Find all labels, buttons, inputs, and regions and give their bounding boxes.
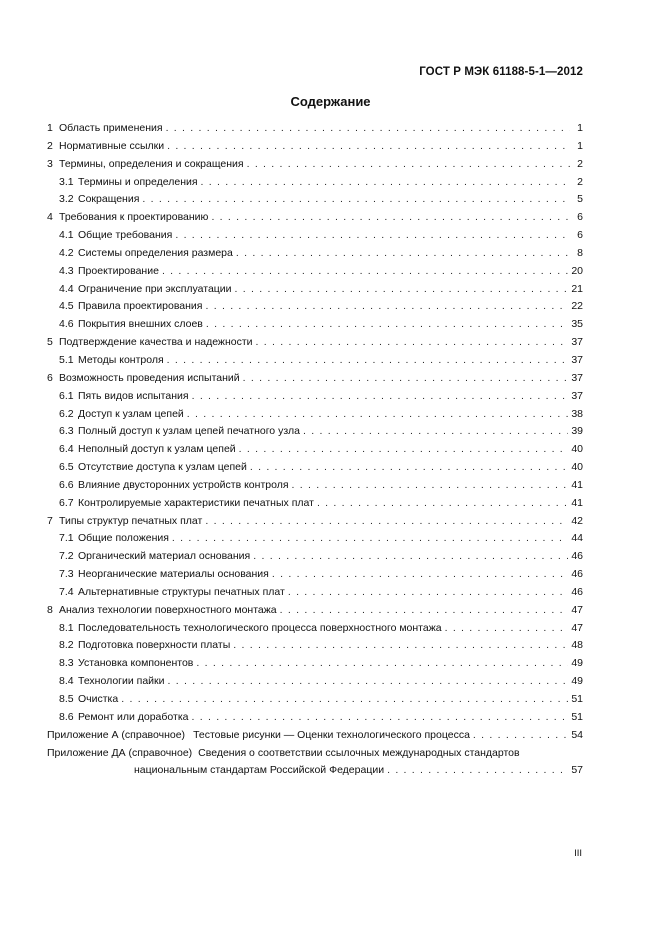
toc-entry[interactable] <box>47 459 583 477</box>
toc-leader-dots <box>292 477 569 495</box>
toc-leader-dots <box>192 388 569 406</box>
toc-entry-label: Анализ технологии поверхностного монтажа <box>59 603 277 616</box>
toc-entry-number: 6.3 <box>59 425 74 438</box>
toc-entry-label: Очистка <box>78 693 119 705</box>
toc-entry-page: 22 <box>571 300 583 313</box>
toc-leader-dots <box>235 281 569 299</box>
toc-entry-page: 46 <box>571 550 583 563</box>
toc-entry-label: Установка компонентов <box>78 657 194 670</box>
toc-leader-dots <box>253 548 568 566</box>
toc-entry-label: Сокращения <box>78 193 140 206</box>
toc-entry-label: Пять видов испытания <box>78 389 189 402</box>
toc-entry-label: Технологии пайки <box>78 675 165 688</box>
toc-entry-page: 40 <box>571 443 583 456</box>
toc-leader-dots <box>387 762 568 780</box>
toc-entry-label: Неполный доступ к узлам цепей <box>78 443 236 456</box>
toc-entry-number: 1 <box>47 122 53 134</box>
toc-entry-label: Контролируемые характеристики печатных плат <box>78 496 314 509</box>
toc-entry-page: 47 <box>571 621 583 634</box>
toc-entry-page: 46 <box>571 585 583 598</box>
toc-leader-dots <box>288 584 568 602</box>
toc-entry-page: 5 <box>577 193 583 206</box>
toc-entry-label: Общие требования <box>78 229 173 242</box>
toc-entry-number: 3.2 <box>59 193 74 206</box>
toc-leader-dots <box>167 352 569 370</box>
toc-entry-label: Альтернативные структуры печатных плат <box>78 585 285 598</box>
toc-entry-page: 48 <box>571 639 583 652</box>
toc-entry-page: 44 <box>571 532 583 545</box>
toc-entry[interactable] <box>47 691 583 709</box>
toc-entry-number: 7.4 <box>59 585 74 598</box>
page-number: III <box>574 848 582 859</box>
toc-entry-number: 6.6 <box>59 478 74 491</box>
toc-entry-label: Термины и определения <box>78 175 198 188</box>
toc-entry-label: Отсутствие доступа к узлам цепей <box>78 461 247 474</box>
table-of-contents <box>47 120 583 780</box>
toc-entry-appendix-head: Приложение А (справочное) <box>47 728 186 741</box>
toc-entry-page: 41 <box>571 496 583 509</box>
toc-entry-page: 37 <box>571 389 583 402</box>
toc-entry-page: 1 <box>577 139 583 152</box>
toc-entry-page: 37 <box>571 371 583 384</box>
toc-entry[interactable] <box>47 637 583 655</box>
toc-leader-dots <box>272 566 568 584</box>
toc-entry[interactable] <box>47 227 583 245</box>
toc-entry-number: 7.2 <box>59 550 74 563</box>
toc-entry-label: Влияние двусторонних устройств контроля <box>78 478 289 491</box>
toc-entry-number: 8.1 <box>59 621 74 634</box>
toc-entry[interactable] <box>47 673 583 691</box>
page-title: Содержание <box>290 94 371 109</box>
toc-leader-dots <box>162 263 568 281</box>
toc-entry-label: Доступ к узлам цепей <box>78 407 184 420</box>
toc-entry-page: 6 <box>577 211 583 224</box>
toc-leader-dots <box>205 298 568 316</box>
toc-entry[interactable] <box>47 352 583 370</box>
toc-entry-label: Проектирование <box>78 264 159 277</box>
toc-entry[interactable] <box>47 513 583 531</box>
toc-entry-number: 4.4 <box>59 282 74 295</box>
toc-leader-dots <box>247 156 570 174</box>
toc-entry[interactable] <box>47 566 583 584</box>
toc-entry[interactable] <box>47 388 583 406</box>
toc-entry-label: Возможность проведения испытаний <box>59 371 240 384</box>
toc-entry-page: 51 <box>571 710 583 723</box>
toc-entry-number: 6 <box>47 371 53 384</box>
toc-entry-page: 49 <box>571 657 583 670</box>
toc-entry-page: 2 <box>577 157 583 170</box>
toc-entry-number: 8.4 <box>59 675 74 688</box>
toc-leader-dots <box>250 459 568 477</box>
toc-entry[interactable] <box>47 530 583 548</box>
toc-leader-dots <box>236 245 570 263</box>
toc-leader-dots <box>473 727 568 745</box>
toc-entry-number: 4.6 <box>59 318 74 331</box>
toc-leader-dots <box>167 138 570 156</box>
toc-leader-dots <box>317 495 568 513</box>
toc-leader-dots <box>280 602 569 620</box>
toc-entry[interactable] <box>47 495 583 513</box>
toc-entry-number: 5.1 <box>59 353 74 366</box>
toc-entry-number: 6.7 <box>59 496 74 509</box>
toc-entry[interactable] <box>47 245 583 263</box>
toc-entry-number: 6.1 <box>59 389 74 402</box>
toc-entry[interactable] <box>47 334 583 352</box>
toc-entry[interactable] <box>47 156 583 174</box>
toc-entry[interactable] <box>47 477 583 495</box>
toc-entry-number: 8.2 <box>59 639 74 652</box>
toc-entry[interactable] <box>47 370 583 388</box>
toc-entry-label: Типы структур печатных плат <box>59 514 203 527</box>
toc-entry-page: 38 <box>571 407 583 420</box>
toc-entry-number: 3 <box>47 157 53 170</box>
toc-leader-dots <box>256 334 569 352</box>
toc-entry-number: 4.1 <box>59 229 74 242</box>
toc-entry-label: Требования к проектированию <box>59 211 209 224</box>
toc-entry-label: Покрытия внешних слоев <box>78 318 203 331</box>
document-code: ГОСТ Р МЭК 61188-5-1—2012 <box>419 66 583 78</box>
toc-entry-label: Методы контроля <box>78 353 164 366</box>
toc-entry-appendix-da-continued[interactable] <box>47 762 583 780</box>
toc-entry-label: Неорганические материалы основания <box>78 568 269 581</box>
toc-entry-label: Подготовка поверхности платы <box>78 639 231 652</box>
toc-entry-label: Органический материал основания <box>78 550 251 563</box>
toc-entry-label: Правила проектирования <box>78 300 203 313</box>
toc-entry-number: 8.3 <box>59 657 74 670</box>
toc-entry-page: 51 <box>571 693 583 705</box>
toc-leader-dots <box>168 673 569 691</box>
toc-entry-number: 3.1 <box>59 175 74 188</box>
toc-entry-page: 40 <box>571 461 583 474</box>
toc-leader-dots <box>205 513 568 531</box>
toc-entry-number: 7 <box>47 514 53 527</box>
toc-entry[interactable] <box>47 174 583 192</box>
toc-leader-dots <box>303 423 568 441</box>
toc-leader-dots <box>142 191 570 209</box>
toc-entry-appendix-a[interactable] <box>47 727 583 745</box>
toc-entry-label: Нормативные ссылки <box>59 139 165 152</box>
toc-entry-page: 6 <box>577 229 583 242</box>
toc-entry-page: 2 <box>577 175 583 188</box>
toc-entry-number: 6.5 <box>59 461 74 474</box>
toc-leader-dots <box>175 227 570 245</box>
toc-leader-dots <box>172 530 568 548</box>
toc-entry-page: 21 <box>571 282 583 295</box>
toc-entry-page: 47 <box>571 603 583 616</box>
toc-entry[interactable] <box>47 709 583 727</box>
toc-entry[interactable] <box>47 281 583 299</box>
toc-entry[interactable] <box>47 406 583 424</box>
toc-entry[interactable] <box>47 263 583 281</box>
toc-entry-label: Полный доступ к узлам цепей печатного узла <box>78 425 300 438</box>
toc-entry-label: Общие положения <box>78 532 169 545</box>
toc-leader-dots <box>191 709 568 727</box>
toc-leader-dots <box>196 655 568 673</box>
toc-leader-dots <box>233 637 568 655</box>
toc-entry-number: 4.2 <box>59 246 74 259</box>
toc-entry[interactable] <box>47 620 583 638</box>
toc-entry-page: 49 <box>571 675 583 688</box>
toc-entry[interactable] <box>47 138 583 156</box>
toc-entry-number: 6.2 <box>59 407 74 420</box>
toc-entry-label: Ремонт или доработка <box>78 710 189 723</box>
toc-entry[interactable] <box>47 316 583 334</box>
toc-entry[interactable] <box>47 423 583 441</box>
toc-entry[interactable] <box>47 120 583 138</box>
toc-entry-number: 6.4 <box>59 443 74 456</box>
toc-entry-label: Ограничение при эксплуатации <box>78 282 232 295</box>
toc-entry-label: Тестовые рисунки — Оценки технологического процесса <box>193 728 470 741</box>
toc-entry[interactable] <box>47 298 583 316</box>
toc-entry-number: 7.1 <box>59 532 74 545</box>
toc-entry-page: 42 <box>571 514 583 527</box>
toc-entry-page: 41 <box>571 478 583 491</box>
toc-entry-number: 7.3 <box>59 568 74 581</box>
toc-leader-dots <box>187 406 569 424</box>
toc-entry-number: 5 <box>47 336 53 349</box>
toc-leader-dots <box>239 441 569 459</box>
toc-entry-label: национальным стандартам Российской Федерации <box>134 764 385 777</box>
toc-entry-page: 1 <box>577 122 583 134</box>
toc-entry-appendix-head: Приложение ДА (справочное) <box>47 746 193 759</box>
toc-entry-page: 54 <box>571 728 583 741</box>
toc-leader-dots <box>201 174 570 192</box>
toc-entry[interactable] <box>47 655 583 673</box>
toc-leader-dots <box>206 316 568 334</box>
toc-entry-label: Сведения о соответствии ссылочных международных стандартов <box>198 746 520 759</box>
toc-entry[interactable] <box>47 584 583 602</box>
toc-entry[interactable] <box>47 602 583 620</box>
toc-entry[interactable] <box>47 191 583 209</box>
toc-entry-page: 57 <box>571 764 583 777</box>
toc-entries <box>47 120 583 727</box>
toc-entry-label: Последовательность технологического процесса поверхностного монтажа <box>78 621 442 634</box>
toc-entry[interactable] <box>47 209 583 227</box>
toc-entry-number: 8 <box>47 603 53 616</box>
toc-entry-page: 8 <box>577 246 583 259</box>
toc-leader-dots <box>166 120 570 138</box>
toc-entry-label: Термины, определения и сокращения <box>59 157 244 170</box>
toc-entry-number: 4.5 <box>59 300 74 313</box>
toc-entry-number: 4.3 <box>59 264 74 277</box>
toc-entry-page: 20 <box>571 264 583 277</box>
toc-leader-dots <box>445 620 569 638</box>
toc-leader-dots <box>243 370 569 388</box>
toc-entry-page: 35 <box>571 318 583 331</box>
toc-entry-label: Область применения <box>59 122 163 134</box>
toc-entry-number: 8.5 <box>59 693 74 705</box>
toc-entry[interactable] <box>47 548 583 566</box>
toc-entry-label: Подтверждение качества и надежности <box>59 336 253 349</box>
toc-leader-dots <box>211 209 570 227</box>
toc-entry-page: 39 <box>571 425 583 438</box>
toc-entry-page: 46 <box>571 568 583 581</box>
toc-entry-number: 8.6 <box>59 710 74 723</box>
toc-entry-appendix-da[interactable] <box>47 745 583 763</box>
toc-entry-number: 4 <box>47 211 53 224</box>
toc-entry-label: Системы определения размера <box>78 246 233 259</box>
toc-leader-dots <box>121 691 568 709</box>
toc-entry-number: 2 <box>47 139 53 152</box>
toc-entry-page: 37 <box>571 336 583 349</box>
toc-entry-page: 37 <box>571 353 583 366</box>
toc-entry[interactable] <box>47 441 583 459</box>
